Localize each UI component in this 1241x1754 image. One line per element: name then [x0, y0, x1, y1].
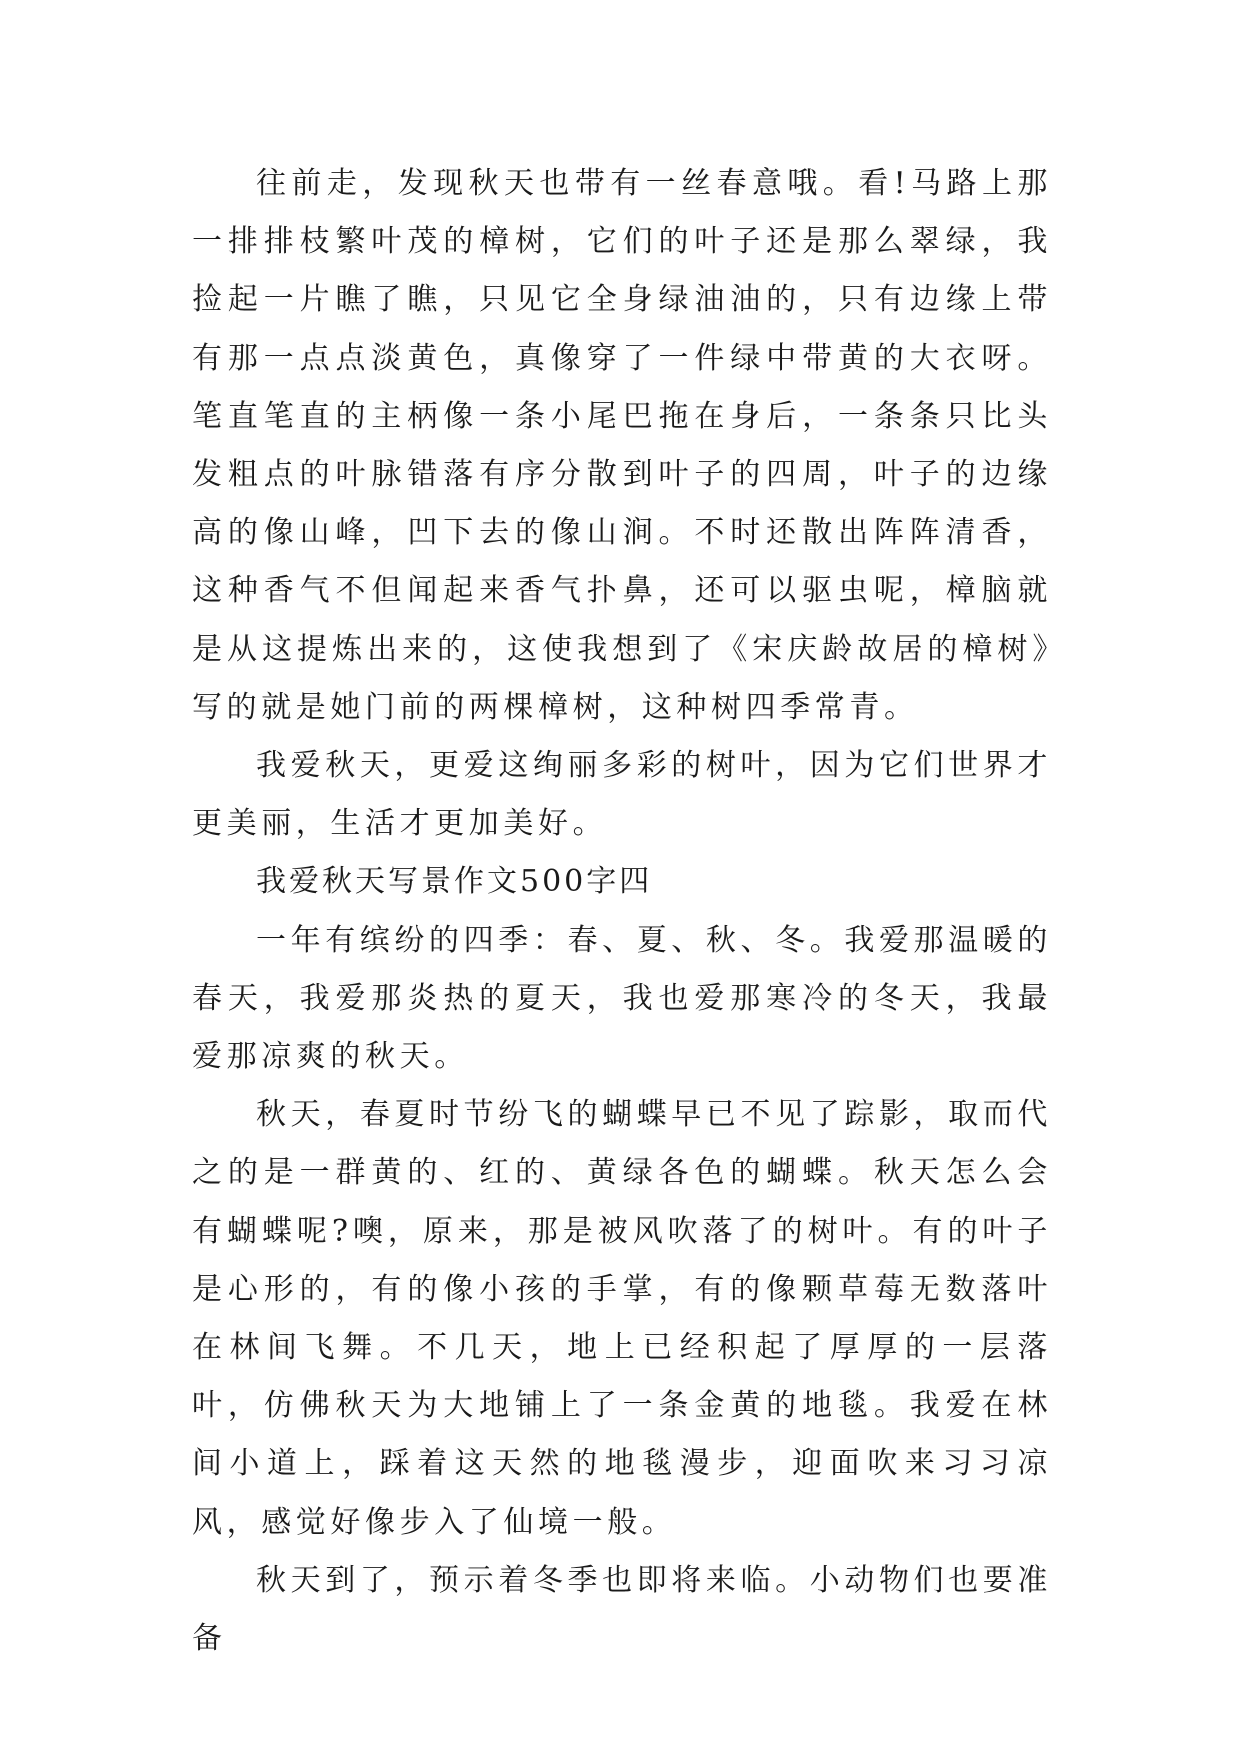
paragraph-winter-coming: 秋天到了，预示着冬季也即将来临。小动物们也要准备 — [192, 1562, 1052, 1657]
paragraph-camphor-tree: 往前走，发现秋天也带有一丝春意哦。看!马路上那一排排枝繁叶茂的樟树，它们的叶子还是那么翠绿，我捡起一片瞧了瞧，只见它全身绿油油的，只有边缘上带有那一点点淡黄色，真像穿了一件绿中带黄的大衣呀。笔直笔直的主柄像一条小尾巴拖在身后，一条条只比头发粗点的叶脉错落有序分散到叶子的四周，叶子的边缘高的像山峰，凹下去的像山涧。不时还散出阵阵清香，这种香气不但闻起来香气扑鼻，还可以驱虫呢，樟脑就是从这提炼出来的，这使我想到了《宋庆龄故居的樟树》写的就是她门前的两棵樟树，这种树四季常青。 — [192, 166, 1052, 725]
document-body — [192, 155, 1052, 1668]
section-heading: 我爱秋天写景作文500字四 — [256, 864, 653, 900]
paragraph-four-seasons: 一年有缤纷的四季：春、夏、秋、冬。我爱那温暖的春天，我爱那炎热的夏天，我也爱那寒冷的冬天，我最爱那凉爽的秋天。 — [192, 922, 1052, 1075]
paragraph-falling-leaves: 秋天，春夏时节纷飞的蝴蝶早已不见了踪影，取而代之的是一群黄的、红的、黄绿各色的蝴蝶。秋天怎么会有蝴蝶呢?噢，原来，那是被风吹落了的树叶。有的叶子是心形的，有的像小孩的手掌，有的像颗草莓无数落叶在林间飞舞。不几天，地上已经积起了厚厚的一层落叶，仿佛秋天为大地铺上了一条金黄的地毯。我爱在林间小道上，踩着这天然的地毯漫步，迎面吹来习习凉风，感觉好像步入了仙境一般。 — [192, 1097, 1052, 1540]
paragraph-love-autumn: 我爱秋天，更爱这绚丽多彩的树叶，因为它们世界才更美丽，生活才更加美好。 — [192, 748, 1052, 842]
